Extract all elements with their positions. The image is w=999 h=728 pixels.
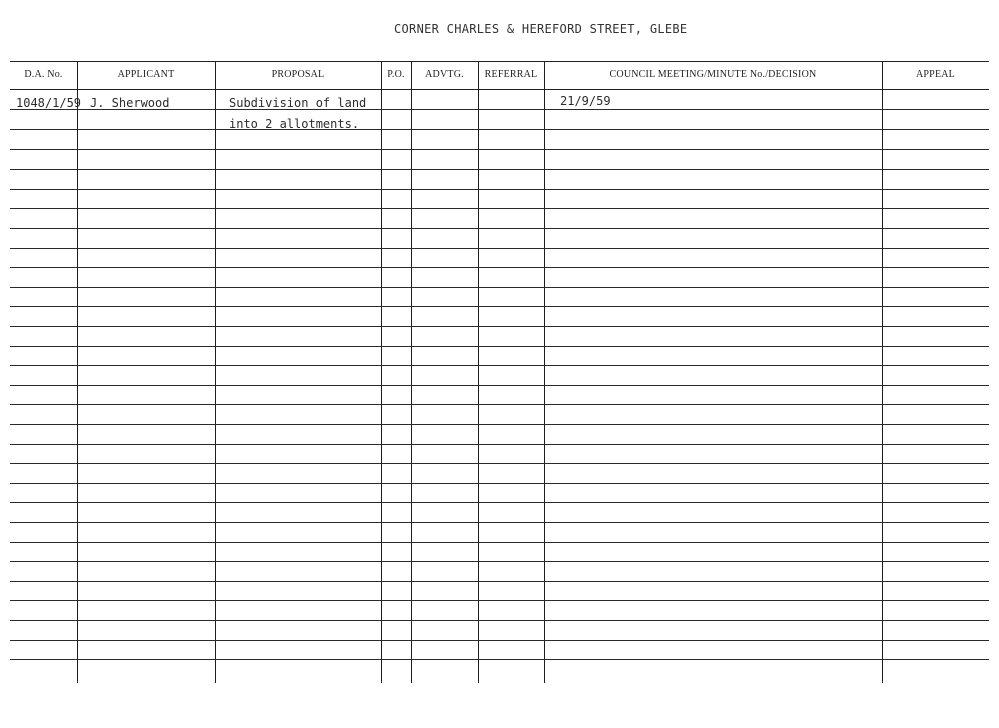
- register-table: [10, 61, 989, 683]
- table-top-border: [10, 61, 989, 62]
- column-header-po: P.O.: [387, 69, 405, 80]
- entry-da-number: 1048/1/59: [16, 96, 82, 110]
- row-rule: [10, 542, 989, 543]
- row-rule: [10, 287, 989, 288]
- column-header-da-no: D.A. No.: [24, 69, 63, 80]
- row-rule: [10, 326, 989, 327]
- column-header-applicant: APPLICANT: [117, 69, 175, 80]
- row-rule: [10, 424, 989, 425]
- column-header-appeal: APPEAL: [916, 69, 955, 80]
- row-rule: [10, 522, 989, 523]
- column-divider: [411, 61, 412, 683]
- header-bottom-border: [10, 89, 989, 90]
- entry-proposal-line-1: Subdivision of land: [229, 96, 367, 110]
- row-rule: [10, 444, 989, 445]
- row-rule: [10, 267, 989, 268]
- column-divider: [882, 61, 883, 683]
- row-rule: [10, 404, 989, 405]
- row-rule: [10, 620, 989, 621]
- row-rule: [10, 169, 989, 170]
- row-rule: [10, 208, 989, 209]
- page-heading: CORNER CHARLES & HEREFORD STREET, GLEBE: [394, 22, 688, 36]
- row-rule: [10, 483, 989, 484]
- row-rule: [10, 581, 989, 582]
- column-divider: [77, 61, 78, 683]
- column-header-council: COUNCIL MEETING/MINUTE No./DECISION: [609, 69, 817, 80]
- column-divider: [544, 61, 545, 683]
- row-rule: [10, 385, 989, 386]
- row-rule: [10, 248, 989, 249]
- row-rule: [10, 463, 989, 464]
- row-rule: [10, 346, 989, 347]
- column-divider: [478, 61, 479, 683]
- entry-proposal-line-2: into 2 allotments.: [229, 117, 360, 131]
- entry-council-date: 21/9/59: [560, 94, 611, 108]
- column-divider: [381, 61, 382, 683]
- column-header-referral: REFERRAL: [484, 69, 538, 80]
- row-rule: [10, 129, 989, 130]
- row-rule: [10, 306, 989, 307]
- column-header-proposal: PROPOSAL: [271, 69, 325, 80]
- row-rule: [10, 365, 989, 366]
- row-rule: [10, 600, 989, 601]
- row-rule: [10, 659, 989, 660]
- column-header-advtg: ADVTG.: [425, 69, 464, 80]
- row-rule: [10, 640, 989, 641]
- row-rule: [10, 502, 989, 503]
- entry-applicant: J. Sherwood: [90, 96, 170, 110]
- row-rule: [10, 228, 989, 229]
- row-rule: [10, 149, 989, 150]
- column-divider: [215, 61, 216, 683]
- row-rule: [10, 561, 989, 562]
- row-rule: [10, 189, 989, 190]
